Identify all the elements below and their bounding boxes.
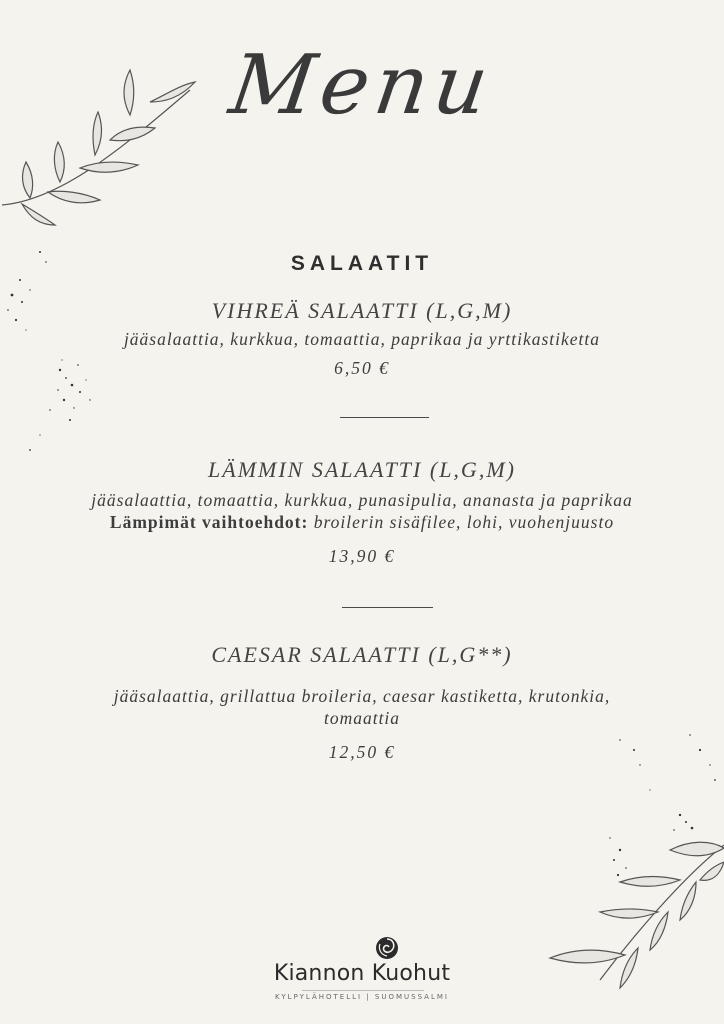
logo-rule [302,990,424,991]
brand-subtitle: KYLPYLÄHOTELLI | SUOMUSSALMI [275,993,449,1001]
brand-name: Kiannon Kuohut [273,961,451,986]
menu-item-description: jääsalaattia, tomaattia, kurkkua, punasipulia, ananasta ja paprikaa [91,490,633,510]
section-heading: SALAATIT [290,252,434,275]
divider [342,607,433,608]
menu-item-description: jääsalaattia, kurkkua, tomaattia, paprikaa ja yrttikastiketta [123,329,601,349]
menu-item-name: CAESAR SALAATTI (L,G**) [211,642,513,667]
page-title: Menu [224,38,500,133]
options-label: Lämpimät vaihtoehdot: [109,512,309,532]
menu-item-name: VIHREÄ SALAATTI (L,G,M) [211,298,513,323]
menu-item-price: 6,50 € [334,358,390,378]
menu-item-price: 12,50 € [328,742,396,762]
menu-item-options [0,511,724,533]
options-text: broilerin sisäfilee, lohi, vuohenjuusto [308,512,615,532]
menu-item-description: tomaattia [323,708,401,728]
menu-item-price: 13,90 € [328,546,396,566]
divider [340,417,429,418]
menu-item-description: jääsalaattia, grillattua broileria, caesar kastiketta, krutonkia, [113,686,611,706]
swirl-logo-icon [374,935,400,961]
menu-item-name: LÄMMIN SALAATTI (L,G,M) [208,457,516,482]
